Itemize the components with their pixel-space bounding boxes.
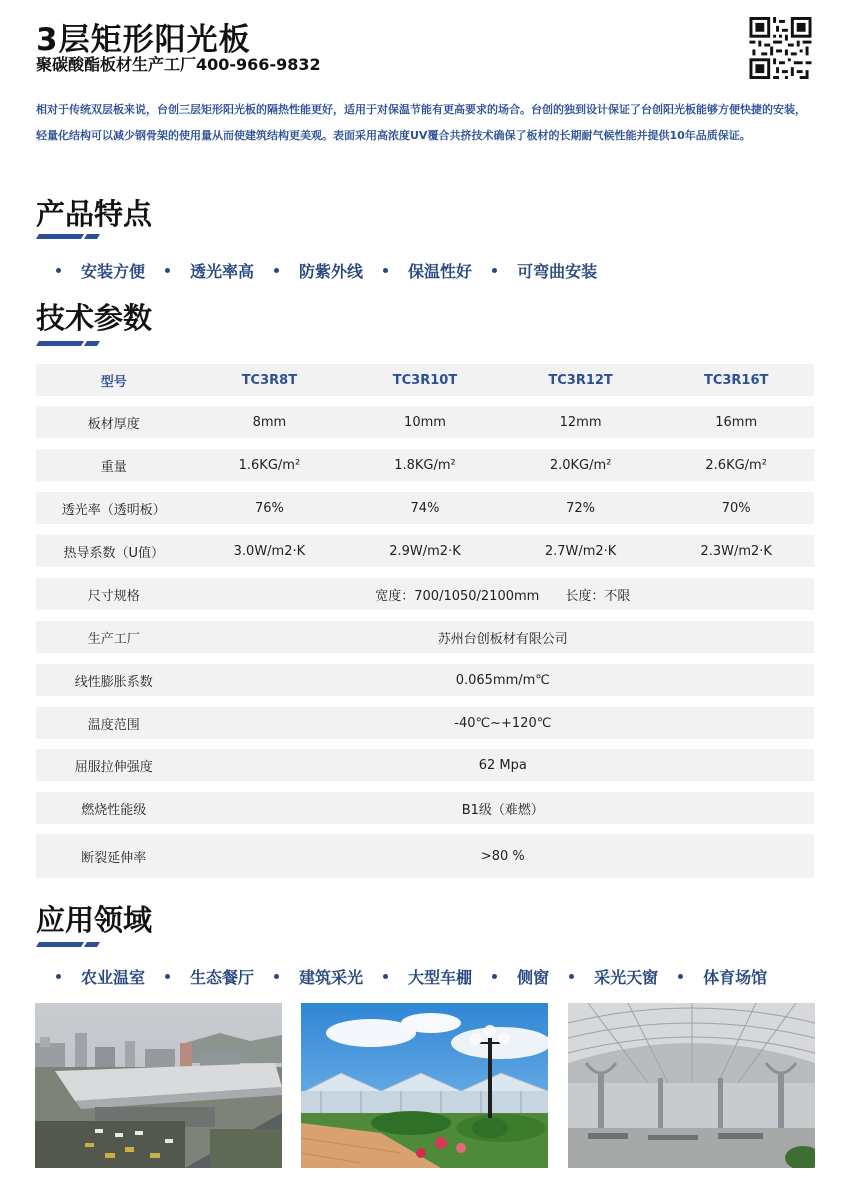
table-cell: 3.0W/m2·K — [233, 543, 306, 559]
table-row — [36, 621, 814, 653]
table-row — [36, 664, 814, 696]
table-cell: 12mm — [559, 414, 602, 430]
applications-list — [36, 965, 826, 988]
table-cell: 苏州台创板材有限公司 — [437, 631, 568, 647]
bullet-icon — [569, 974, 574, 979]
table-row — [36, 792, 814, 824]
table-cell: 8mm — [252, 414, 287, 430]
table-cell: 透光率（透明板） — [61, 502, 166, 518]
table-cell: 2.0KG/m² — [549, 457, 612, 473]
specs-heading: 技术参数 — [36, 301, 153, 335]
bullet-icon — [383, 974, 388, 979]
bullet-icon — [274, 974, 279, 979]
table-cell: >80 % — [480, 848, 525, 864]
table-cell: -40℃~+120℃ — [454, 715, 552, 731]
qr-code-icon — [749, 17, 812, 79]
table-cell: 燃烧性能级 — [81, 802, 147, 818]
table-cell: 70% — [721, 500, 751, 516]
features-heading: 产品特点 — [36, 197, 153, 231]
table-cell: 生产工厂 — [87, 631, 140, 647]
bullet-icon — [678, 974, 683, 979]
table-cell: 2.9W/m2·K — [389, 543, 461, 559]
table-row — [36, 449, 814, 481]
table-header-cell: 型号 — [100, 374, 127, 390]
table-cell: 0.065mm/m℃ — [455, 672, 550, 688]
photo-greenhouse — [301, 1003, 548, 1168]
bullet-icon — [492, 268, 497, 273]
table-cell: 1.8KG/m² — [394, 457, 456, 473]
table-header-cell: TC3R16T — [703, 372, 769, 388]
table-cell: 断裂延伸率 — [81, 850, 147, 866]
application-item: 体育场馆 — [658, 965, 767, 988]
table-cell: 尺寸规格 — [87, 588, 140, 604]
section-underline — [36, 942, 100, 947]
table-header-cell: TC3R10T — [392, 372, 458, 388]
table-header-cell: TC3R12T — [548, 372, 613, 388]
table-cell: 2.7W/m2·K — [544, 543, 617, 559]
table-cell: 温度范围 — [87, 717, 140, 733]
table-cell: 72% — [566, 500, 596, 516]
application-item: 侧窗 — [472, 965, 549, 988]
table-row — [36, 834, 814, 878]
feature-item: 保温性好 — [363, 259, 472, 282]
page-title: 3层矩形阳光板 — [36, 22, 251, 58]
feature-item: 防紫外线 — [254, 259, 363, 282]
photo-train-station-aerial — [35, 1003, 282, 1168]
photo-station-interior — [568, 1003, 815, 1168]
table-cell: 2.6KG/m² — [705, 457, 767, 473]
intro-paragraph: 相对于传统双层板来说，台创三层矩形阳光板的隔热性能更好，适用于对保温节能有更高要求的场合。台创的独到设计保证了台创阳光板能够方便快捷的安装，轻量化结构可以减少钢骨架的使用量从而使建筑结构更美观。表面采用高浓度UV覆合共挤技术确保了板材的长期耐气候性能并提供10年品质保证。 — [36, 103, 806, 142]
table-cell: 1.6KG/m² — [238, 457, 301, 473]
bullet-icon — [165, 268, 170, 273]
application-item: 生态餐厅 — [145, 965, 254, 988]
table-cell: 74% — [410, 500, 440, 516]
bullet-icon — [56, 268, 61, 273]
feature-item: 透光率高 — [145, 259, 254, 282]
feature-item: 安装方便 — [36, 259, 145, 282]
table-cell: 10mm — [404, 414, 446, 430]
application-item: 采光天窗 — [549, 965, 658, 988]
table-row — [36, 578, 814, 610]
application-item: 大型车棚 — [363, 965, 472, 988]
bullet-icon — [492, 974, 497, 979]
table-cell: 线性膨胀系数 — [74, 674, 153, 690]
features-list — [36, 259, 826, 282]
table-cell: 屈服拉伸强度 — [74, 759, 153, 775]
bullet-icon — [383, 268, 388, 273]
table-row — [36, 535, 814, 567]
table-row — [36, 492, 814, 524]
bullet-icon — [165, 974, 170, 979]
table-row — [36, 406, 814, 438]
bullet-icon — [274, 268, 279, 273]
table-cell: 重量 — [100, 459, 127, 475]
table-cell: 16mm — [715, 414, 758, 430]
table-cell: 宽度：700/1050/2100mm 长度：不限 — [375, 588, 631, 604]
table-cell: 板材厚度 — [87, 416, 140, 432]
table-row — [36, 707, 814, 739]
feature-item: 可弯曲安装 — [472, 259, 597, 282]
table-cell: 62 Mpa — [478, 757, 527, 773]
table-header-cell: TC3R8T — [241, 372, 298, 388]
section-underline — [36, 234, 100, 239]
table-cell: 热导系数（U值） — [63, 545, 165, 561]
table-cell: 76% — [254, 500, 284, 516]
applications-heading: 应用领域 — [36, 903, 153, 937]
application-item: 农业温室 — [36, 965, 145, 988]
table-row — [36, 749, 814, 781]
table-header-row — [36, 364, 814, 396]
page-subtitle: 聚碳酸酯板材生产工厂400-966-9832 — [36, 55, 321, 74]
section-underline — [36, 341, 100, 346]
table-cell: 2.3W/m2·K — [700, 543, 772, 559]
application-item: 建筑采光 — [254, 965, 363, 988]
table-cell: B1级（难燃） — [461, 802, 544, 818]
bullet-icon — [56, 974, 61, 979]
